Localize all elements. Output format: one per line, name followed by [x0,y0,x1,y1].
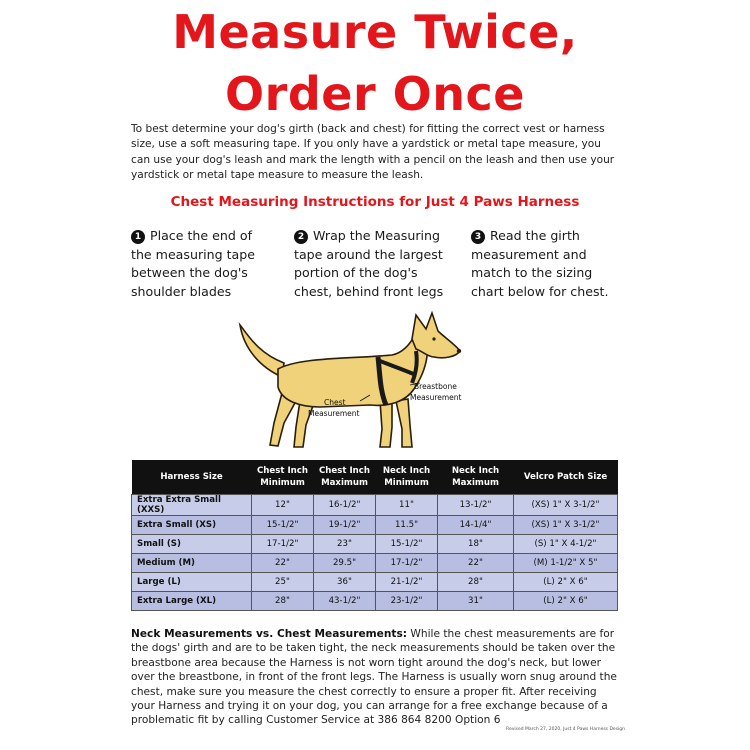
table-cell: 11" [376,495,438,516]
step-number-3: 3 [471,230,485,244]
headline-line-1: Measure Twice, [172,5,578,59]
table-cell: 13-1/2" [438,495,514,516]
table-header-row [132,460,618,495]
chest-label-line-1: Chest [324,398,346,407]
table-cell: 29.5" [314,554,376,573]
step-1-text: Place the end of the measuring tape between the dog's shoulder blades [131,228,256,299]
neck-vs-chest-paragraph [131,627,621,728]
instructions-heading: Chest Measuring Instructions for Just 4 Paws Harness [170,194,580,210]
table-cell: 43-1/2" [314,592,376,611]
table-cell: 23-1/2" [376,592,438,611]
step-number-2: 2 [294,230,308,244]
table-cell: 14-1/4" [438,516,514,535]
table-cell: 11.5" [376,516,438,535]
table-cell: (M) 1-1/2" X 5" [514,554,618,573]
table-cell: 23" [314,535,376,554]
table-cell: 19-1/2" [314,516,376,535]
table-cell: (XS) 1" X 3-1/2" [514,495,618,516]
revision-note: Revised March 27, 2020, Just 4 Paws Harness Design [506,727,625,732]
table-cell: Large (L) [132,573,252,592]
col-header-harness-size: Harness Size [132,460,252,495]
table-cell: Extra Extra Small (XXS) [132,495,252,516]
sizing-table [131,460,617,611]
chest-label-line-2: Measurement [308,409,360,418]
step-2 [294,227,454,301]
neck-vs-chest-heading: Neck Measurements vs. Chest Measurements: [131,628,408,640]
table-cell: 22" [438,554,514,573]
table-cell: 36" [314,573,376,592]
table-cell: Small (S) [132,535,252,554]
table-cell: 17-1/2" [252,535,314,554]
table-row [132,573,618,592]
col-header-neck-max: Neck Inch Maximum [438,460,514,495]
col-header-chest-min: Chest Inch Minimum [252,460,314,495]
neck-vs-chest-body: While the chest measurements are for the dogs' girth and are to be taken tight, the neck measurements should be taken over the breastbone area because the Harness is not worn tight around the dog's neck, but lower over the breastbone, in front of the front legs. The Harness is usually worn snug around the chest, make sure you measure the chest correctly to ensure a proper fit. After receiving your Harness and trying it on your dog, you can arrange for a free exchange because of a problematic fit by calling Customer Service at 386 864 8200 Option 6 [131,628,617,727]
col-header-velcro-patch: Velcro Patch Size [514,460,618,495]
step-2-text: Wrap the Measuring tape around the largest portion of the dog's chest, behind front legs [294,228,444,299]
table-cell: 12" [252,495,314,516]
step-3-text: Read the girth measurement and match to the sizing chart below for chest. [471,228,609,299]
table-row [132,516,618,535]
table-cell: 22" [252,554,314,573]
table-row [132,592,618,611]
table-cell: 31" [438,592,514,611]
table-cell: Extra Large (XL) [132,592,252,611]
col-header-neck-min: Neck Inch Minimum [376,460,438,495]
step-1 [131,227,266,301]
table-cell: (L) 2" X 6" [514,573,618,592]
table-row [132,535,618,554]
table-cell: 21-1/2" [376,573,438,592]
dog-illustration [230,305,490,455]
table-row [132,495,618,516]
breastbone-label-line-1: Breastbone [414,382,457,391]
table-cell: 15-1/2" [252,516,314,535]
table-cell: Medium (M) [132,554,252,573]
table-cell: 17-1/2" [376,554,438,573]
intro-paragraph: To best determine your dog's girth (back and chest) for fitting the correct vest or harness size, use a soft measuring tape. If you only have a yardstick or metal tape measure, you can use your dog's leash and mark the length with a pencil on the leash and then use your yardstick or metal tape measure to measure the leash. [131,123,615,182]
headline-line-2: Order Once [225,67,525,121]
table-cell: (XS) 1" X 3-1/2" [514,516,618,535]
step-number-1: 1 [131,230,145,244]
table-cell: 25" [252,573,314,592]
table-cell: (S) 1" X 4-1/2" [514,535,618,554]
table-cell: 28" [438,573,514,592]
table-cell: 18" [438,535,514,554]
dog-icon [240,313,461,447]
table-cell: 15-1/2" [376,535,438,554]
table-cell: 28" [252,592,314,611]
table-cell: Extra Small (XS) [132,516,252,535]
table-cell: (L) 2" X 6" [514,592,618,611]
table-cell: 16-1/2" [314,495,376,516]
table-row [132,554,618,573]
col-header-chest-max: Chest Inch Maximum [314,460,376,495]
step-3 [471,227,621,301]
breastbone-label-line-2: Measurement [410,393,462,402]
